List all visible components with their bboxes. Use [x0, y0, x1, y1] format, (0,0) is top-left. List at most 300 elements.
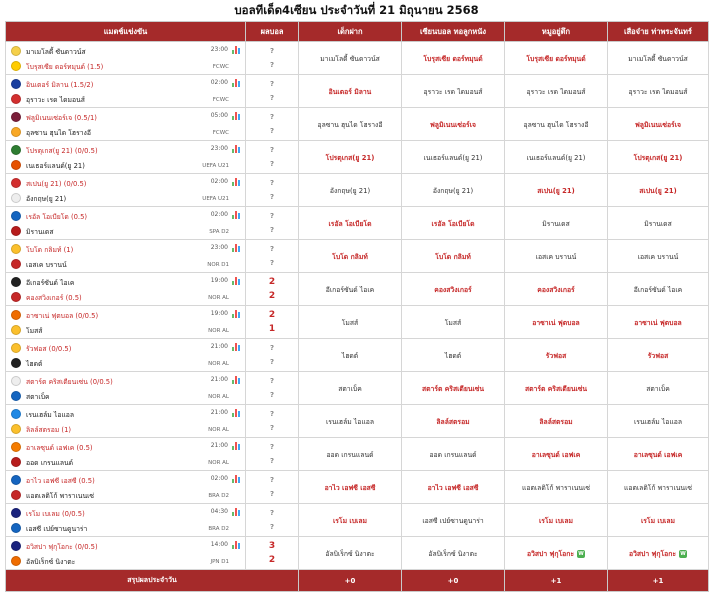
result-cell — [246, 141, 299, 174]
expert-3-pick — [505, 240, 608, 273]
pick-team-name: สตาเบ็ค — [646, 384, 670, 393]
home-team-logo-icon — [11, 79, 21, 89]
home-team-logo-icon — [11, 376, 21, 386]
away-team-name: ไฮดต์ — [26, 359, 43, 368]
match-row — [6, 537, 709, 570]
home-score: ? — [269, 509, 275, 517]
expert-3-pick — [505, 75, 608, 108]
pick-team-name: อาเลซุนด์ เอฟเค — [531, 450, 581, 459]
home-team-name: โปรตุเกส(ยู 21) (0/0.5) — [26, 146, 98, 155]
home-team-name: อินเตอร์ มิลาน (1.5/2) — [26, 80, 94, 89]
home-score: ? — [269, 245, 275, 253]
summary-expert-2: +0 — [402, 570, 505, 592]
away-team-name: ออด เกรนแลนด์ — [26, 458, 74, 467]
home-team-name: สตาร์ต คริสเตียนเซ่น (0/0.5) — [26, 377, 113, 386]
expert-1-pick — [299, 273, 402, 306]
pick-team-name: ออด เกรนแลนด์ — [429, 450, 477, 459]
match-row — [6, 372, 709, 405]
pick-team-name: โบรุสเซีย ดอร์ทมุนด์ — [526, 54, 586, 63]
match-cell — [6, 207, 246, 240]
home-team-logo-icon — [11, 442, 21, 452]
expert-2-pick — [402, 372, 505, 405]
match-row — [6, 75, 709, 108]
pick-team-name: คองสวิงเกอร์ — [434, 285, 472, 294]
expert-4-pick — [608, 306, 709, 339]
away-score: ? — [269, 490, 275, 498]
expert-1-pick — [299, 339, 402, 372]
home-team-name: อาไว เอฟซี เอสซี (0.5) — [26, 476, 95, 485]
away-team-logo-icon — [11, 358, 21, 368]
away-team[interactable] — [11, 92, 85, 106]
home-score: ? — [269, 344, 275, 352]
expert-1-pick — [299, 306, 402, 339]
stats-chart-icon[interactable] — [232, 178, 240, 186]
away-team-logo-icon — [11, 226, 21, 236]
expert-4-pick — [608, 75, 709, 108]
home-team[interactable] — [11, 473, 95, 487]
summary-label: สรุปผลประจำวัน — [6, 570, 299, 592]
away-team[interactable] — [11, 554, 75, 568]
match-cell — [6, 438, 246, 471]
away-score: 2 — [268, 291, 276, 301]
away-score: ? — [269, 424, 275, 432]
home-team[interactable] — [11, 242, 73, 256]
away-team[interactable] — [11, 422, 71, 436]
home-team-name: อาซาเน่ ฟุตบอล (0/0.5) — [26, 311, 99, 320]
expert-2-pick — [402, 306, 505, 339]
away-team[interactable] — [11, 125, 91, 139]
home-team-logo-icon — [11, 277, 21, 287]
home-team-name: อวิสปา ฟุกุโอกะ (0/0.5) — [26, 542, 98, 551]
stats-chart-icon[interactable] — [232, 442, 240, 450]
pick-team-name: มิรานเดส — [542, 219, 570, 228]
result-cell — [246, 471, 299, 504]
result-cell — [246, 75, 299, 108]
away-team-name: เอสเค บรานน์ — [26, 260, 67, 269]
pick-team-name: อีเกอร์ซันด์ ไอเค — [325, 285, 375, 294]
home-score: ? — [269, 476, 275, 484]
expert-2-pick — [402, 537, 505, 570]
home-score: ? — [269, 80, 275, 88]
away-team[interactable] — [11, 290, 82, 304]
home-team-name: สเปน(ยู 21) (0/0.5) — [26, 179, 87, 188]
away-team-logo-icon — [11, 193, 21, 203]
expert-1-pick — [299, 174, 402, 207]
home-team-name: ฟลูมิเนนเซ่อร์เจ (0.5/1) — [26, 113, 97, 122]
away-team[interactable] — [11, 191, 66, 205]
pick-team-name: อุลซาน ฮุนได โฮรางอี — [523, 120, 589, 129]
expert-3-pick — [505, 207, 608, 240]
stats-chart-icon[interactable] — [232, 310, 240, 318]
home-team[interactable] — [11, 110, 97, 124]
expert-1-pick — [299, 504, 402, 537]
match-cell — [6, 537, 246, 570]
pick-team-name: เรอัล โอเบียโด — [431, 219, 475, 228]
away-score: ? — [269, 358, 275, 366]
pick-team-name: เนเธอร์แลนด์(ยู 21) — [423, 153, 483, 162]
pick-team-name: รัวฟอส — [647, 351, 669, 360]
away-score: ? — [269, 193, 275, 201]
home-team[interactable] — [11, 308, 98, 322]
pick-team-name: อุราวะ เรด ไดมอนส์ — [423, 87, 483, 96]
expert-4-pick — [608, 471, 709, 504]
match-row — [6, 471, 709, 504]
away-team-name: อัลบิเร็กซ์ นิงาตะ — [26, 557, 76, 566]
match-cell — [6, 75, 246, 108]
expert-2-pick — [402, 438, 505, 471]
header-expert-4: เสือจ๋าย ท่าพระจันทร์ — [608, 22, 709, 42]
home-team[interactable] — [11, 77, 93, 91]
home-team[interactable] — [11, 506, 85, 520]
pick-team-name: สเปน(ยู 21) — [537, 186, 575, 195]
expert-2-pick — [402, 75, 505, 108]
away-team-name: โมสส์ — [26, 326, 43, 335]
away-team-logo-icon — [11, 490, 21, 500]
home-team-name: มาเมโลดี้ ซันดาวน์ส — [26, 47, 86, 56]
pick-team-name: เอสเค บรานน์ — [535, 252, 577, 261]
stats-chart-icon[interactable] — [232, 475, 240, 483]
kickoff-time: 21:00 — [210, 343, 228, 350]
expert-2-pick — [402, 405, 505, 438]
pick-team-name: สตาร์ต คริสเตียนเซ่น — [421, 384, 485, 393]
pick-team-name: โปรตุเกส(ยู 21) — [325, 153, 375, 162]
home-team[interactable] — [11, 275, 74, 289]
match-row — [6, 42, 709, 75]
kickoff-time: 21:00 — [210, 442, 228, 449]
away-team[interactable] — [11, 224, 53, 238]
kickoff-time: 21:00 — [210, 376, 228, 383]
stats-chart-icon[interactable] — [232, 46, 240, 54]
expert-3-pick — [505, 339, 608, 372]
league-label: BRA D2 — [208, 493, 229, 499]
stats-chart-icon[interactable] — [232, 376, 240, 384]
stats-chart-icon[interactable] — [232, 79, 240, 87]
match-cell — [6, 240, 246, 273]
home-team[interactable] — [11, 209, 87, 223]
pick-team-name: อวิสปา ฟุกุโอกะ — [629, 549, 676, 558]
pick-team-name: ฟลูมิเนนเซ่อร์เจ — [634, 120, 682, 129]
away-team[interactable] — [11, 389, 50, 403]
pick-team-name: เรโม เบเลม — [538, 516, 574, 525]
away-score: ? — [269, 61, 275, 69]
away-team-name: เอสซี เปย์ซานดูนาร่า — [26, 524, 88, 533]
match-row — [6, 273, 709, 306]
expert-4-pick — [608, 42, 709, 75]
expert-1-pick — [299, 42, 402, 75]
away-team-logo-icon — [11, 259, 21, 269]
pick-team-name: เอสเค บรานน์ — [637, 252, 679, 261]
win-badge: W — [578, 550, 584, 557]
match-cell — [6, 174, 246, 207]
expert-4-pick — [608, 141, 709, 174]
away-team-name: แอตเลติโก้ พาราเนนเซ่ — [26, 491, 95, 500]
result-cell — [246, 174, 299, 207]
result-cell — [246, 108, 299, 141]
home-team-name: เรนเฮล์ม ไอแอล — [26, 410, 75, 419]
match-row — [6, 306, 709, 339]
expert-4-pick — [608, 372, 709, 405]
result-cell — [246, 339, 299, 372]
home-score: ? — [269, 113, 275, 121]
match-row — [6, 207, 709, 240]
away-team-name: อุราวะ เรด ไดมอนส์ — [26, 95, 85, 104]
result-cell — [246, 537, 299, 570]
home-score: ? — [269, 212, 275, 220]
pick-team-name: มาเมโลดี้ ซันดาวน์ส — [320, 54, 380, 63]
pick-team-name: ลิลล์สตรอม — [436, 417, 470, 426]
expert-4-pick — [608, 174, 709, 207]
pick-team-name: อวิสปา ฟุกุโอกะ — [527, 549, 574, 558]
kickoff-time: 23:00 — [210, 145, 228, 152]
pick-team-name: อาซาเน่ ฟุตบอล — [532, 318, 580, 327]
away-team[interactable] — [11, 257, 67, 271]
match-row — [6, 339, 709, 372]
home-team-logo-icon — [11, 112, 21, 122]
league-label: NOR AL — [208, 427, 229, 433]
away-team-logo-icon — [11, 556, 21, 566]
expert-2-pick — [402, 141, 505, 174]
stats-chart-icon[interactable] — [232, 541, 240, 549]
pick-team-name: มิรานเดส — [644, 219, 672, 228]
away-team[interactable] — [11, 158, 85, 172]
pick-team-name: เรอัล โอเบียโด — [328, 219, 372, 228]
home-team-name: อาเลซุนด์ เอฟเค (0.5) — [26, 443, 93, 452]
league-label: NOR AL — [208, 394, 229, 400]
home-team-logo-icon — [11, 508, 21, 518]
pick-team-name: สเปน(ยู 21) — [639, 186, 677, 195]
pick-team-name: อุราวะ เรด ไดมอนส์ — [526, 87, 586, 96]
kickoff-time: 21:00 — [210, 409, 228, 416]
home-score: ? — [269, 443, 275, 451]
home-team[interactable] — [11, 176, 86, 190]
expert-1-pick — [299, 471, 402, 504]
pick-team-name: โมสส์ — [444, 318, 462, 327]
home-score: ? — [269, 146, 275, 154]
away-team-logo-icon — [11, 292, 21, 302]
match-row — [6, 405, 709, 438]
match-cell — [6, 141, 246, 174]
expert-2-pick — [402, 240, 505, 273]
away-team-logo-icon — [11, 391, 21, 401]
pick-team-name: เรนเฮล์ม ไอแอล — [325, 417, 375, 426]
home-team-logo-icon — [11, 541, 21, 551]
match-cell — [6, 108, 246, 141]
pick-team-name: เรนเฮล์ม ไอแอล — [633, 417, 683, 426]
away-team-name: โบรุสเซีย ดอร์ทมุนด์ (1.5) — [26, 62, 104, 71]
home-score: ? — [269, 47, 275, 55]
away-score: 1 — [268, 324, 276, 334]
stats-chart-icon[interactable] — [232, 112, 240, 120]
kickoff-time: 05:00 — [210, 112, 228, 119]
expert-4-pick — [608, 339, 709, 372]
summary-row — [6, 570, 709, 592]
expert-3-pick — [505, 306, 608, 339]
match-cell — [6, 471, 246, 504]
match-cell — [6, 504, 246, 537]
stats-chart-icon[interactable] — [232, 409, 240, 417]
home-team-logo-icon — [11, 46, 21, 56]
stats-chart-icon[interactable] — [232, 145, 240, 153]
league-label: BRA D2 — [208, 526, 229, 532]
header-expert-1: เด็กฝาก — [299, 22, 402, 42]
home-team-logo-icon — [11, 475, 21, 485]
away-team-logo-icon — [11, 127, 21, 137]
away-team[interactable] — [11, 323, 42, 337]
home-team[interactable] — [11, 44, 86, 58]
expert-2-pick — [402, 42, 505, 75]
home-score: ? — [269, 410, 275, 418]
pick-team-name: ไฮดต์ — [341, 351, 359, 360]
expert-2-pick — [402, 504, 505, 537]
home-team[interactable] — [11, 341, 71, 355]
expert-3-pick — [505, 273, 608, 306]
home-score: 2 — [268, 310, 276, 320]
expert-3-pick — [505, 471, 608, 504]
summary-expert-1: +0 — [299, 570, 402, 592]
kickoff-time: 02:00 — [210, 178, 228, 185]
match-row — [6, 438, 709, 471]
away-team[interactable] — [11, 521, 87, 535]
stats-chart-icon[interactable] — [232, 508, 240, 516]
home-team[interactable] — [11, 407, 74, 421]
home-score: ? — [269, 377, 275, 385]
pick-team-name: เนเธอร์แลนด์(ยู 21) — [526, 153, 586, 162]
away-score: ? — [269, 94, 275, 102]
expert-4-pick — [608, 438, 709, 471]
league-label: UEFA U21 — [202, 196, 229, 202]
pick-team-name: อังกฤษ(ยู 21) — [329, 186, 371, 195]
league-label: NOR AL — [208, 460, 229, 466]
home-team[interactable] — [11, 374, 113, 388]
away-team[interactable] — [11, 488, 94, 502]
home-score: 2 — [268, 277, 276, 287]
away-team[interactable] — [11, 455, 73, 469]
result-cell — [246, 207, 299, 240]
expert-4-pick — [608, 537, 709, 570]
stats-chart-icon[interactable] — [232, 277, 240, 285]
pick-team-name: โบโด กลิมท์ — [435, 252, 471, 261]
summary-expert-4: +1 — [608, 570, 709, 592]
stats-chart-icon[interactable] — [232, 211, 240, 219]
away-team-name: เนเธอร์แลนด์(ยู 21) — [26, 161, 85, 170]
expert-3-pick — [505, 537, 608, 570]
header-result: ผลบอล — [246, 22, 299, 42]
pick-team-name: มาเมโลดี้ ซันดาวน์ส — [628, 54, 688, 63]
away-score: ? — [269, 523, 275, 531]
league-label: SPA D2 — [209, 229, 229, 235]
home-team-logo-icon — [11, 145, 21, 155]
home-team-logo-icon — [11, 211, 21, 221]
pick-team-name: โบรุสเซีย ดอร์ทมุนด์ — [423, 54, 483, 63]
result-cell — [246, 504, 299, 537]
expert-2-pick — [402, 273, 505, 306]
league-label: NOR AL — [208, 328, 229, 334]
predictions-table — [5, 21, 709, 592]
expert-3-pick — [505, 141, 608, 174]
kickoff-time: 02:00 — [210, 79, 228, 86]
away-team[interactable] — [11, 59, 103, 73]
away-score: 2 — [268, 555, 276, 565]
expert-4-pick — [608, 504, 709, 537]
match-cell — [6, 372, 246, 405]
league-label: FCWC — [212, 64, 229, 70]
away-team-name: อังกฤษ(ยู 21) — [26, 194, 67, 203]
result-cell — [246, 273, 299, 306]
pick-team-name: อุราวะ เรด ไดมอนส์ — [628, 87, 688, 96]
away-score: ? — [269, 160, 275, 168]
expert-3-pick — [505, 42, 608, 75]
away-team-name: คองสวิงเกอร์ (0.5) — [26, 293, 82, 302]
expert-3-pick — [505, 372, 608, 405]
pick-team-name: สตาร์ต คริสเตียนเซ่น — [524, 384, 588, 393]
win-badge: W — [680, 550, 686, 557]
pick-team-name: โบโด กลิมท์ — [332, 252, 368, 261]
match-cell — [6, 273, 246, 306]
away-team-name: สตาเบ็ค — [26, 392, 50, 401]
match-cell — [6, 306, 246, 339]
away-team-logo-icon — [11, 523, 21, 533]
expert-3-pick — [505, 504, 608, 537]
expert-3-pick — [505, 438, 608, 471]
pick-team-name: อุลซาน ฮุนได โฮรางอี — [317, 120, 383, 129]
expert-4-pick — [608, 273, 709, 306]
away-team[interactable] — [11, 356, 42, 370]
expert-3-pick — [505, 405, 608, 438]
pick-team-name: เรโม เบเลม — [332, 516, 368, 525]
pick-team-name: อาซาเน่ ฟุตบอล — [634, 318, 682, 327]
away-score: ? — [269, 457, 275, 465]
home-team[interactable] — [11, 440, 93, 454]
expert-2-pick — [402, 471, 505, 504]
away-team-name: ลิลล์สตรอม (1) — [26, 425, 72, 434]
expert-3-pick — [505, 174, 608, 207]
pick-team-name: เอสซี เปย์ซานดูนาร่า — [422, 516, 484, 525]
pick-team-name: อาเลซุนด์ เอฟเค — [633, 450, 683, 459]
result-cell — [246, 405, 299, 438]
home-team[interactable] — [11, 143, 98, 157]
stats-chart-icon[interactable] — [232, 244, 240, 252]
away-score: ? — [269, 226, 275, 234]
away-team-logo-icon — [11, 325, 21, 335]
away-team-logo-icon — [11, 424, 21, 434]
expert-1-pick — [299, 405, 402, 438]
home-team[interactable] — [11, 539, 98, 553]
expert-4-pick — [608, 405, 709, 438]
expert-1-pick — [299, 108, 402, 141]
away-team-name: อุลซาน ฮุนได โฮรางอี — [26, 128, 91, 137]
table-header-row — [6, 22, 709, 42]
header-expert-3: หมูอยู่ตึก — [505, 22, 608, 42]
home-team-name: เรอัล โอเบียโด (0.5) — [26, 212, 88, 221]
match-cell — [6, 42, 246, 75]
expert-4-pick — [608, 240, 709, 273]
away-team-name: มิรานเดส — [26, 227, 54, 236]
kickoff-time: 23:00 — [210, 46, 228, 53]
match-row — [6, 141, 709, 174]
home-score: 3 — [268, 541, 276, 551]
match-cell — [6, 405, 246, 438]
stats-chart-icon[interactable] — [232, 343, 240, 351]
expert-1-pick — [299, 537, 402, 570]
match-row — [6, 504, 709, 537]
pick-team-name: เรโม เบเลม — [640, 516, 676, 525]
expert-2-pick — [402, 108, 505, 141]
pick-team-name: อาไว เอฟซี เอสซี — [324, 483, 376, 492]
expert-2-pick — [402, 207, 505, 240]
expert-1-pick — [299, 207, 402, 240]
result-cell — [246, 438, 299, 471]
pick-team-name: แอตเลติโก้ พาราเนนเซ่ — [623, 483, 693, 492]
